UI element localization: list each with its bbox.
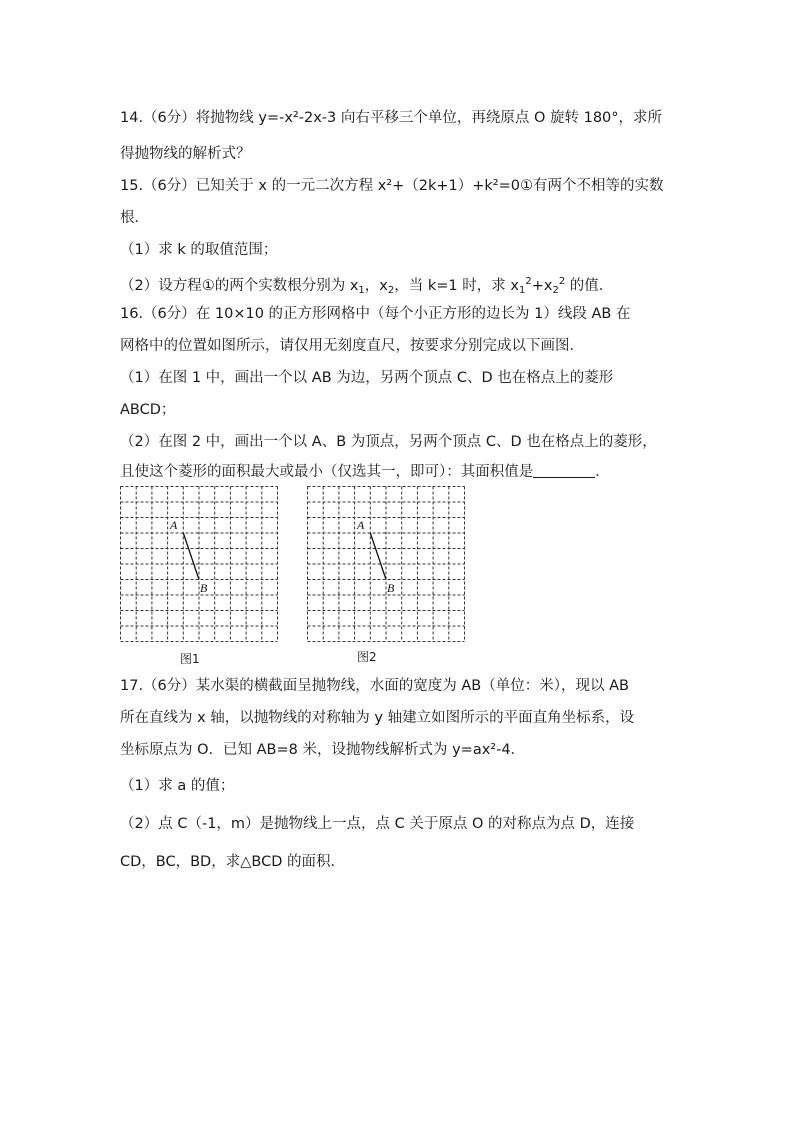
q17-line-2: 所在直线为 x 轴，以抛物线的对称轴为 y 轴建立如图所示的平面直角坐标系，设 [120, 710, 635, 726]
segment-ab-2 [370, 533, 386, 580]
q14-line-1: 14.（6分）将抛物线 y=-x²-2x-3 向右平移三个单位，再绕原点 O 旋转 180°，求所 [120, 110, 663, 126]
q15-line-4: （2）设方程①的两个实数根分别为 $x_1$，$x_2$，当 k=1 时，求 $x_1^2+x_2^2$ 的值． [120, 276, 614, 296]
grid-figure-1 [120, 486, 278, 642]
q16-line-5: （2）在图 2 中，画出一个以 A、B 为顶点，另两个顶点 C、D 也在格点上的菱形， [120, 434, 657, 450]
q15-line-2: 根． [120, 210, 149, 226]
q16-line-2: 网格中的位置如图所示，请仅用无刻度直尺，按要求分别完成以下画图． [120, 338, 584, 354]
point-b-label-1: B [200, 581, 208, 595]
q14-line-2: 得抛物线的解析式？ [120, 146, 251, 162]
q16-line-1: 16.（6分）在 10×10 的正方形网格中（每个小正方形的边长为 1）线段 AB 在 [120, 306, 631, 322]
q17-line-1: 17.（6分）某水渠的横截面呈抛物线，水面的宽度为 AB（单位：米），现以 AB [120, 678, 629, 694]
segment-ab-1 [183, 533, 199, 580]
point-a-label-2: A [357, 518, 365, 532]
grid-lines-2 [308, 487, 465, 642]
q17-line-4: （1）求 a 的值； [120, 778, 235, 794]
q17-line-6: CD，BC，BD，求△BCD 的面积． [120, 854, 345, 870]
q17-line-5: （2）点 C（-1，m）是抛物线上一点，点 C 关于原点 O 的对称点为点 D，连接 [120, 816, 635, 832]
grid-figure-2 [307, 486, 465, 642]
point-b-label-2: B [387, 581, 395, 595]
q16-line-6: 且使这个菱形的面积最大或最小（仅选其一，即可）：其面积值是 ． [120, 464, 610, 480]
q17-line-3: 坐标原点为 O．已知 AB=8 米，设抛物线解析式为 y=ax²-4． [120, 742, 526, 758]
answer-blank[interactable] [533, 463, 595, 478]
figure-1-caption: 图1 [180, 652, 200, 666]
q16-line-4: ABCD； [120, 402, 176, 418]
q15-line-3: （1）求 k 的取值范围； [120, 242, 278, 258]
q16-line-3: （1）在图 1 中，画出一个以 AB 为边，另两个顶点 C、D 也在格点上的菱形 [120, 370, 614, 386]
q15-line-1: 15.（6分）已知关于 x 的一元二次方程 x²+（2k+1）+k²=0①有两个不相等的实数 [120, 178, 664, 194]
figure-2-caption: 图2 [357, 650, 377, 664]
point-a-label-1: A [170, 518, 178, 532]
grid-lines-1 [121, 487, 278, 642]
